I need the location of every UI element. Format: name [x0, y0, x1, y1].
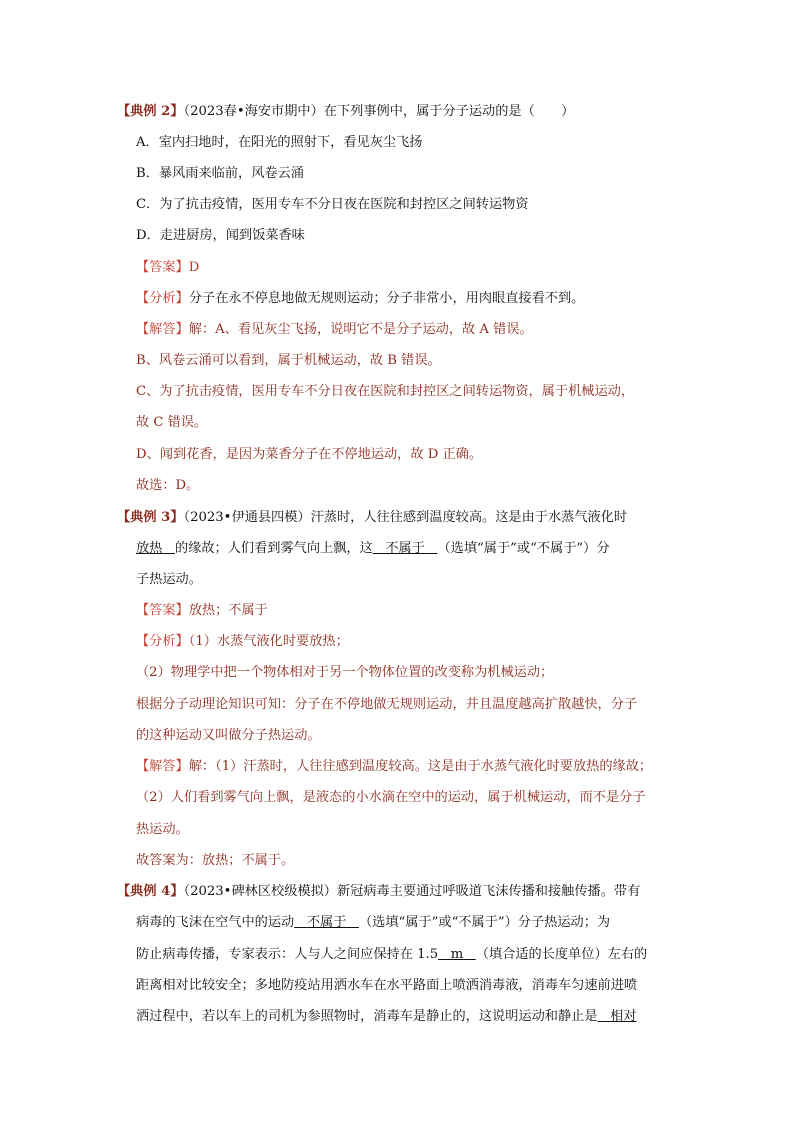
blank-answer: 相对 [610, 1009, 637, 1024]
example-4-question-cont: 防止病毒传播，专家表示：人与人之间应保持在 1.5 m （填合适的长度单位）左右的 [136, 947, 648, 962]
example-3-question-cont: 放热 的缘故；人们看到雾气向上飘，这 不属于 （选填“属于”或“不属于”）分 [136, 541, 610, 556]
analysis-tag: 【分析】 [136, 291, 189, 306]
example-2-question [117, 102, 574, 122]
final-answer: 故选：D。 [136, 478, 200, 493]
example-4-question [117, 882, 640, 902]
option-b: B．暴风雨来临前，风卷云涌 [136, 166, 304, 181]
solution-line: （2）人们看到雾气向上飘，是液态的小水滴在空中的运动，属于机械运动，而不是分子 [136, 790, 646, 805]
example-2-stem: （2023春•海安市期中）在下列事例中，属于分子运动的是（ ） [183, 104, 575, 119]
example-2-answer [136, 258, 199, 278]
example-4-question-cont: 病毒的飞沫在空气中的运动 不属于 （选填“属于”或“不属于”）分子热运动；为 [136, 915, 611, 930]
example-3-analysis [136, 632, 349, 652]
analysis-text: 分子在永不停息地做无规则运动；分子非常小，用肉眼直接看不到。 [188, 291, 585, 306]
answer-tag: 【答案】 [136, 260, 189, 275]
blank-answer: 不属于 [306, 915, 347, 930]
solution-line: 故 C 错误。 [136, 415, 208, 430]
example-3-answer [136, 601, 268, 621]
solution-line: 热运动。 [136, 822, 189, 837]
example-3-question [117, 508, 627, 528]
option-a: A．室内扫地时，在阳光的照射下，看见灰尘飞扬 [136, 135, 423, 150]
answer-value: D [188, 260, 200, 275]
example-3-tag: 【典例 3】 [117, 510, 184, 525]
example-4-stem: （2023•碑林区校级模拟）新冠病毒主要通过呼吸道飞沫传播和接触传播。带有 [183, 884, 641, 899]
example-2-analysis [136, 289, 584, 309]
example-4-question-cont: 洒过程中，若以车上的司机为参照物时，消毒车是静止的，这说明运动和静止是 相对 [136, 1009, 637, 1024]
solution-tag: 【解答】 [136, 322, 189, 337]
solution-line: 解：A、看见灰尘飞扬，说明它不是分子运动，故 A 错误。 [188, 322, 533, 337]
analysis-text: 根据分子动理论知识可知：分子在不停地做无规则运动，并且温度越高扩散越快，分子 [136, 697, 638, 712]
option-d: D．走进厨房，闻到饭菜香味 [136, 228, 305, 243]
analysis-text: （2）物理学中把一个物体相对于另一个物体位置的改变称为机械运动； [136, 665, 554, 680]
blank-answer: m [450, 947, 464, 962]
example-2-tag: 【典例 2】 [117, 104, 184, 119]
example-3-solution [136, 757, 652, 777]
answer-tag: 【答案】 [136, 603, 189, 618]
analysis-text: （1）水蒸气液化时要放热； [188, 634, 349, 649]
example-2-solution [136, 320, 533, 340]
blank-answer: 放热 [136, 541, 163, 556]
solution-line: D、闻到花香，是因为菜香分子在不停地运动，故 D 正确。 [136, 447, 483, 462]
final-answer: 故答案为：放热；不属于。 [136, 853, 295, 868]
solution-tag: 【解答】 [136, 759, 189, 774]
solution-line: 解：（1）汗蒸时，人往往感到温度较高。这是由于水蒸气液化时要放热的缘故； [188, 759, 653, 774]
analysis-text: 的这种运动又叫做分子热运动。 [136, 728, 321, 743]
blank-answer: 不属于 [385, 541, 425, 556]
answer-value: 放热；不属于 [188, 603, 268, 618]
example-4-question-cont: 距离相对比较安全；多地防疫站用洒水车在水平路面上喷洒消毒液，消毒车匀速前进喷 [136, 978, 638, 993]
option-c: C．为了抗击疫情，医用专车不分日夜在医院和封控区之间转运物资 [136, 197, 529, 212]
solution-line: B、风卷云涌可以看到，属于机械运动，故 B 错误。 [136, 353, 441, 368]
solution-line: C、为了抗击疫情，医用专车不分日夜在医院和封控区之间转运物资，属于机械运动， [136, 384, 635, 399]
example-3-stem: （2023•伊通县四模）汗蒸时，人往往感到温度较高。这是由于水蒸气液化时 [183, 510, 628, 525]
analysis-tag: 【分析】 [136, 634, 189, 649]
example-3-question-cont: 子热运动。 [136, 572, 202, 587]
example-4-tag: 【典例 4】 [117, 884, 184, 899]
